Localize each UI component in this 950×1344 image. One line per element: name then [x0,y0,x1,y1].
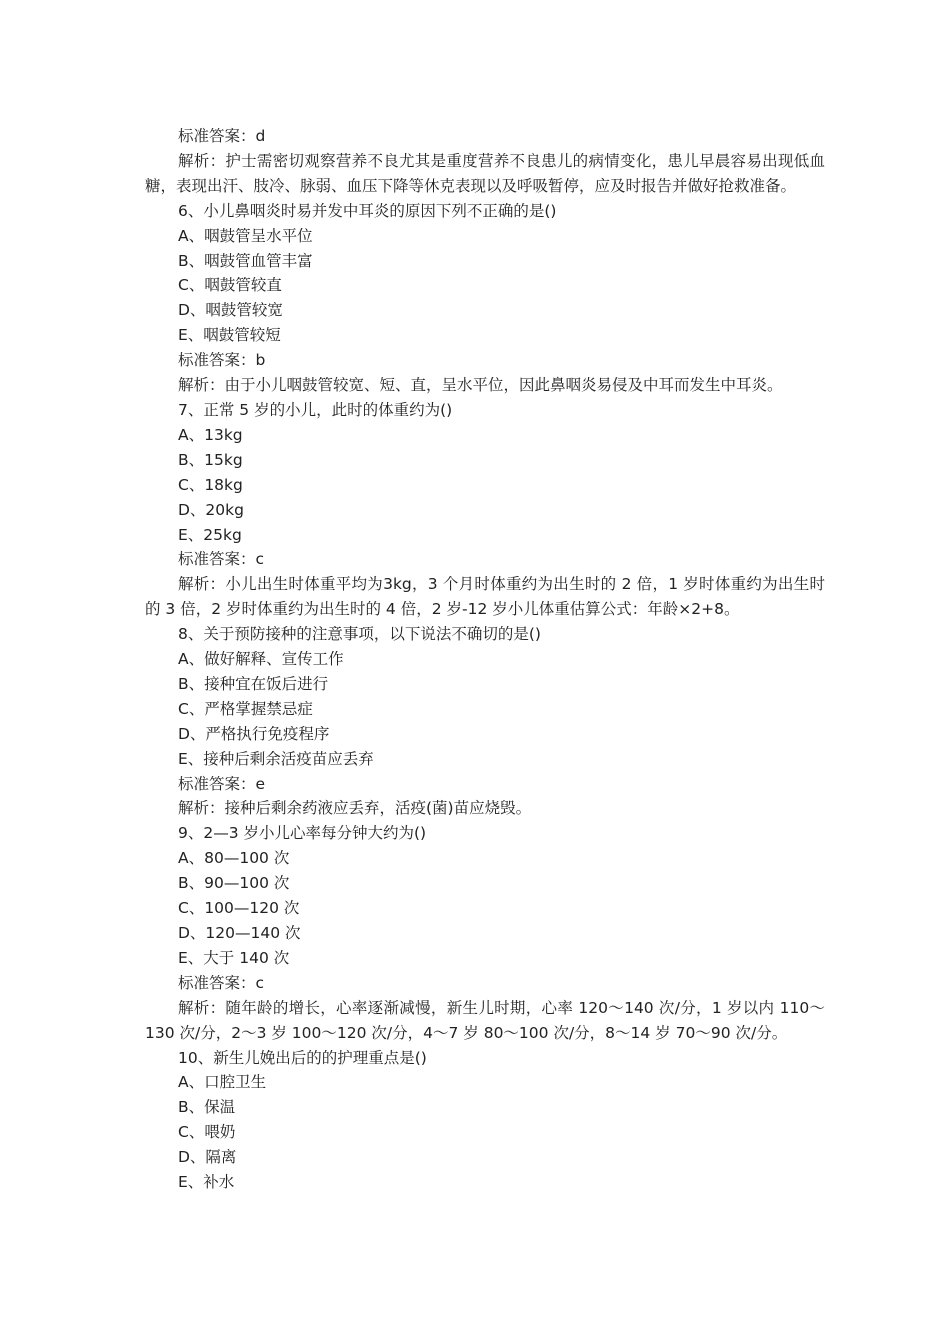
explanation-paragraph: 解析：接种后剩余药液应丢弃，活疫(菌)苗应烧毁。 [178,799,532,818]
option-line: A、口腔卫生 [178,1073,267,1092]
option-line: C、18kg [178,475,243,494]
answer-line: 标准答案：c [178,550,265,569]
question-7: 7、正常 5 岁的小儿，此时的体重约为() [178,400,453,419]
option-line: E、25kg [178,525,242,544]
answer-line: 标准答案：e [178,774,266,793]
explanation-paragraph: 解析：由于小儿咽鼓管较宽、短、直，呈水平位，因此鼻咽炎易侵及中耳而发生中耳炎。 [178,376,783,395]
option-line: C、咽鼓管较直 [178,276,282,295]
option-line: A、80—100 次 [178,849,290,868]
question-9: 9、2—3 岁小儿心率每分钟大约为() [178,824,427,843]
question-10: 10、新生儿娩出后的的护理重点是() [178,1048,427,1067]
option-line: D、严格执行免疫程序 [178,724,330,743]
option-line: C、喂奶 [178,1123,236,1142]
explanation-paragraph: 解析：随年龄的增长，心率逐渐减慢，新生儿时期，心率 120～140 次/分，1 岁以内 110～130 次/分，2～3 岁 100～120 次/分，4～7 岁 80～100 次/分，8～14 岁 70～90 次/分。 [145,998,825,1042]
option-line: B、保温 [178,1098,236,1117]
option-line: A、13kg [178,425,243,444]
option-line: B、15kg [178,450,243,469]
option-line: D、120—140 次 [178,924,301,942]
question-6: 6、小儿鼻咽炎时易并发中耳炎的原因下列不正确的是() [178,201,557,220]
option-line: A、做好解释、宣传工作 [178,650,344,669]
document-body [145,124,825,1195]
option-line: E、咽鼓管较短 [178,326,281,345]
option-line: D、20kg [178,500,244,519]
option-line: B、咽鼓管血管丰富 [178,251,313,270]
explanation-paragraph: 解析：护士需密切观察营养不良尤其是重度营养不良患儿的病情变化，患儿早晨容易出现低血糖，表现出汗、肢冷、脉弱、血压下降等休克表现以及呼吸暂停，应及时报告并做好抢救准备。 [145,151,825,195]
question-8: 8、关于预防接种的注意事项，以下说法不确切的是() [178,625,541,644]
option-line: A、咽鼓管呈水平位 [178,226,313,245]
option-line: E、接种后剩余活疫苗应丢弃 [178,749,374,768]
answer-line: 标准答案：b [178,351,266,370]
option-line: E、大于 140 次 [178,948,290,967]
option-line: C、严格掌握禁忌症 [178,699,313,718]
answer-line: 标准答案：d [178,127,266,145]
option-line: B、接种宜在饭后进行 [178,674,329,693]
answer-line: 标准答案：c [178,973,265,992]
option-line: C、100—120 次 [178,899,300,918]
explanation-paragraph: 解析：小儿出生时体重平均为3kg，3 个月时体重约为出生时的 2 倍，1 岁时体重约为出生时的 3 倍，2 岁时体重约为出生时的 4 倍，2 岁-12 岁小儿体重估算公式：年龄×2+8。 [145,575,825,619]
option-line: D、咽鼓管较宽 [178,301,283,320]
option-line: B、90—100 次 [178,874,290,893]
option-line: D、隔离 [178,1148,237,1167]
option-line: E、补水 [178,1173,235,1192]
